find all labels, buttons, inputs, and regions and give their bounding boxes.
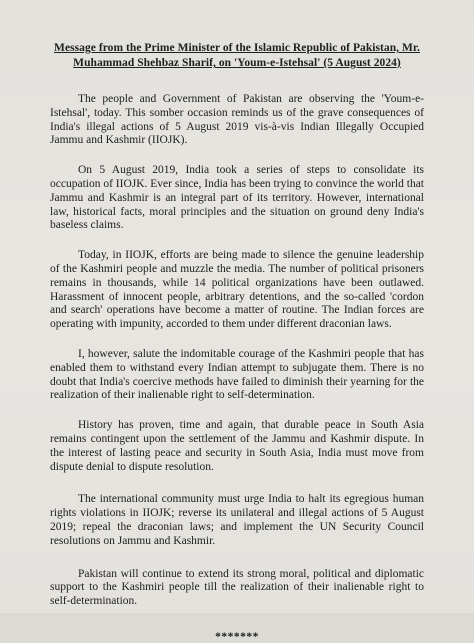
- end-of-message-marker: *******: [215, 630, 259, 643]
- title-line-2: Muhammad Shehbaz Sharif, on 'Youm-e-Istehsal' (5 August 2024): [73, 57, 401, 69]
- title-line-1: Message from the Prime Minister of the Islamic Republic of Pakistan, Mr.: [54, 42, 420, 54]
- paragraph-7: Pakistan will continue to extend its strong moral, political and diplomatic support to the Kashmiri people till the realization of their inalienable right to self-determination.: [50, 567, 424, 608]
- paragraph-3: Today, in IIOJK, efforts are being made to silence the genuine leadership of the Kashmiri people and muzzle the media. The number of political prisoners remains in thousands, while 14 political organizations have been outlawed. Harassment of innocent people, arbitrary detentions, and the so-called 'cordon and search' operations have become a matter of routine. The Indian forces are operating with impunity, accorded to them under different draconian laws.: [50, 249, 424, 331]
- document-title: [50, 41, 424, 71]
- paragraph-2: On 5 August 2019, India took a series of steps to consolidate its occupation of IIOJK. Ever since, India has been trying to convince the world that Jammu and Kashmir is an integral part of its territory. However, international law, historical facts, moral principles and the situation on ground deny India's baseless claims.: [50, 164, 424, 232]
- paragraph-5: History has proven, time and again, that durable peace in South Asia remains contingent upon the settlement of the Jammu and Kashmir dispute. In the interest of lasting peace and security in South Asia, India must move from dispute denial to dispute resolution.: [50, 419, 424, 473]
- paragraph-1: The people and Government of Pakistan are observing the 'Youm-e-Istehsal', today. This somber occasion reminds us of the grave consequences of India's illegal actions of 5 August 2019 vis-à-vis Indian Illegally Occupied Jammu and Kashmir (IIOJK).: [50, 93, 424, 147]
- paragraph-6: The international community must urge India to halt its egregious human rights violations in IIOJK; reverse its unilateral and illegal actions of 5 August 2019; repeal the draconian laws; and implement the UN Security Council resolutions on Jammu and Kashmir.: [50, 493, 424, 547]
- paragraph-4: I, however, salute the indomitable courage of the Kashmiri people that has enabled them to withstand every Indian attempt to subjugate them. There is no doubt that India's coercive methods have failed to diminish their yearning for the realization of their inalienable right to self-determination.: [50, 347, 424, 402]
